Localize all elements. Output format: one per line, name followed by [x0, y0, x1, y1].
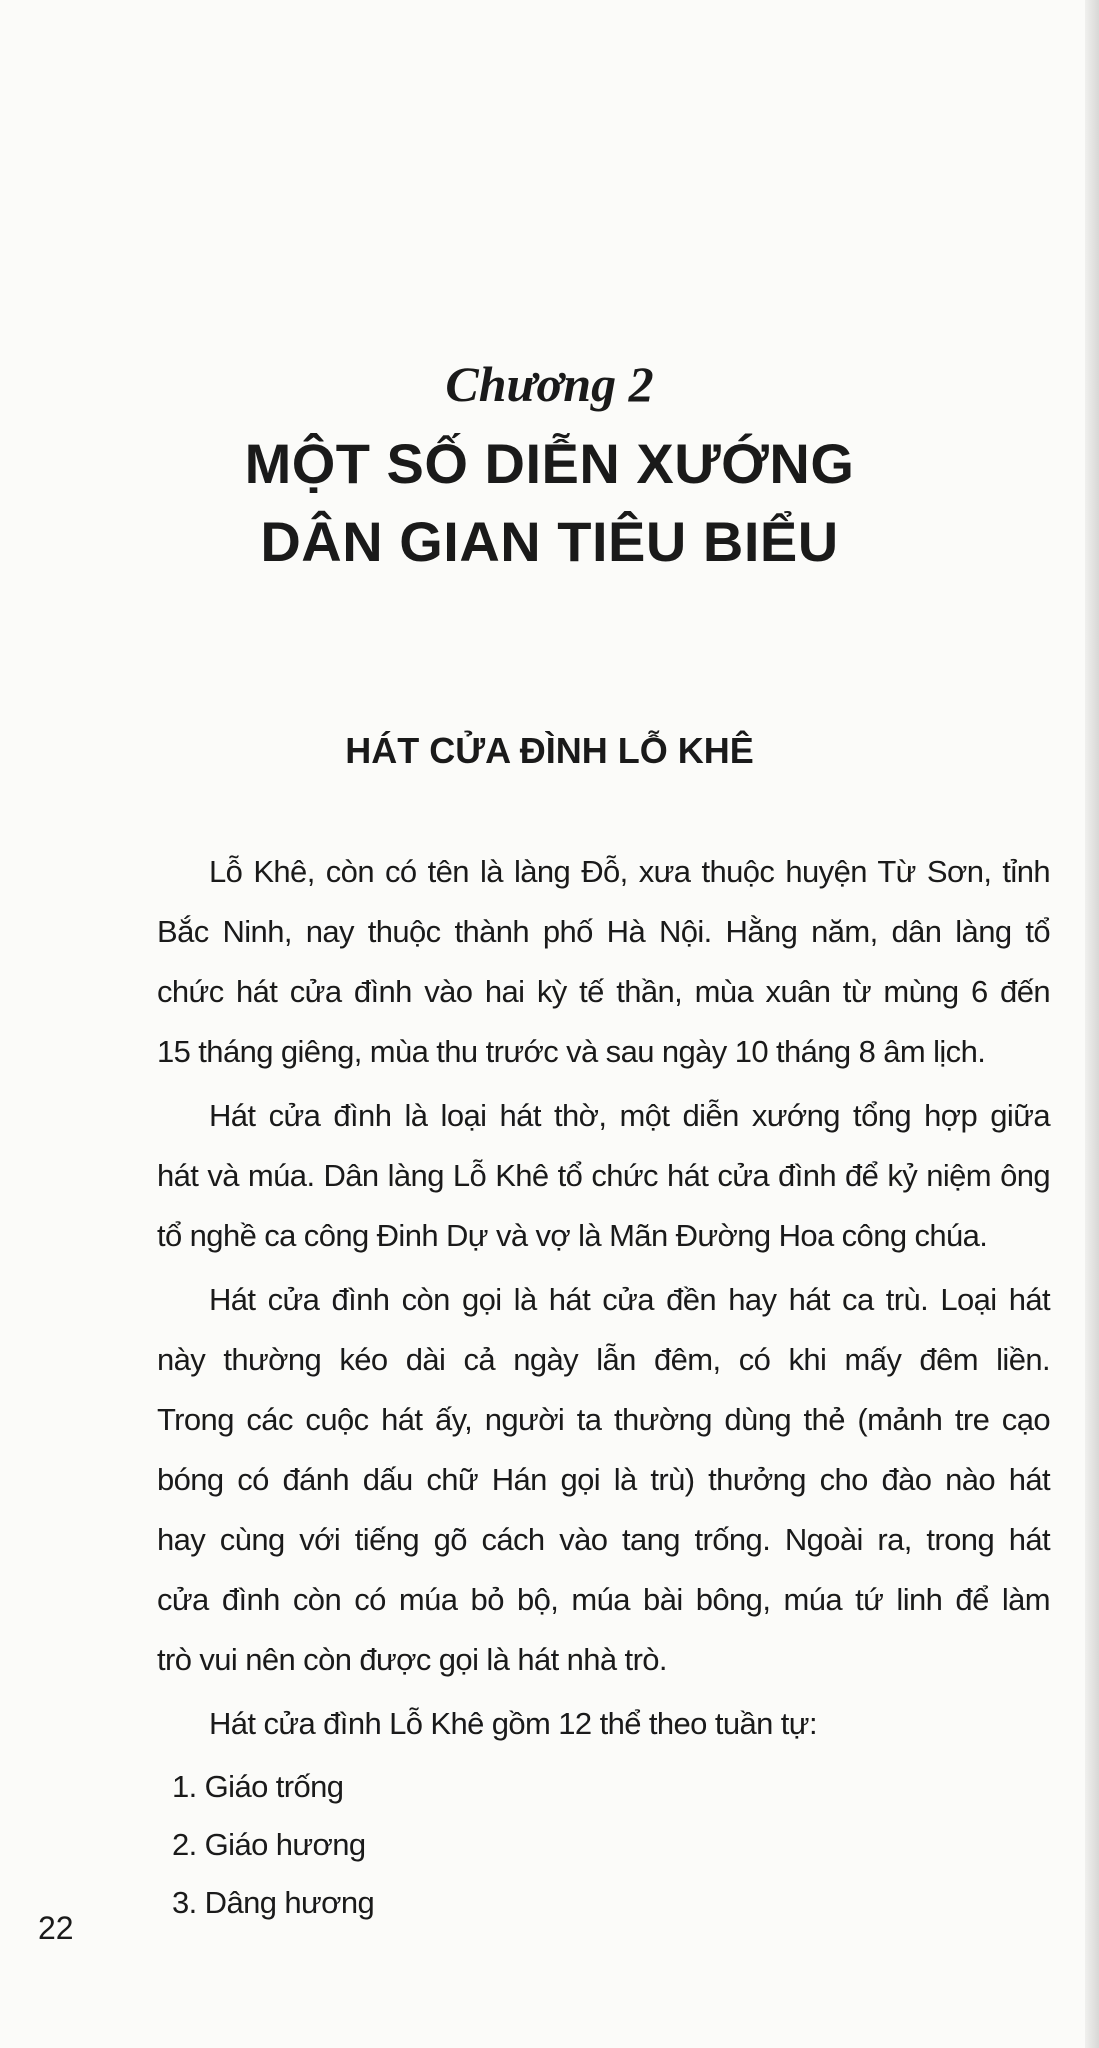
- text-line: Bắc Ninh, nay thuộc thành phố Hà Nội. Hằng năm, dân làng tổ: [157, 914, 1050, 949]
- section-heading: HÁT CỬA ĐÌNH LỖ KHÊ: [345, 730, 754, 771]
- chapter-title-line: MỘT SỐ DIỄN XƯỚNG: [244, 432, 855, 495]
- text-line: 15 tháng giêng, mùa thu trước và sau ngày 10 tháng 8 âm lịch.: [157, 1034, 986, 1069]
- text-line: bóng có đánh dấu chữ Hán gọi là trù) thưởng cho đào nào hát: [157, 1462, 1050, 1497]
- list-item: 1. Giáo trống: [172, 1769, 344, 1804]
- chapter-title-line: DÂN GIAN TIÊU BIỂU: [260, 510, 839, 573]
- text-line: này thường kéo dài cả ngày lẫn đêm, có khi mấy đêm liền.: [157, 1342, 1050, 1377]
- list-item: 2. Giáo hương: [172, 1827, 366, 1862]
- paragraph: [157, 1694, 1050, 1754]
- chapter-heading: Chương 2: [445, 356, 654, 412]
- text-line: Lỗ Khê, còn có tên là làng Đỗ, xưa thuộc huyện Từ Sơn, tỉnh: [209, 854, 1050, 889]
- page-edge-shadow: [1085, 0, 1099, 2048]
- text-line: Trong các cuộc hát ấy, người ta thường dùng thẻ (mảnh tre cạo: [157, 1402, 1050, 1437]
- text-line: hay cùng với tiếng gõ cách vào tang trống. Ngoài ra, trong hát: [157, 1522, 1050, 1557]
- text-line: Hát cửa đình Lỗ Khê gồm 12 thể theo tuần tự:: [209, 1706, 817, 1741]
- body-text: [157, 842, 1050, 1932]
- text-line: Hát cửa đình còn gọi là hát cửa đền hay hát ca trù. Loại hát: [209, 1282, 1050, 1317]
- text-line: trò vui nên còn được gọi là hát nhà trò.: [157, 1642, 667, 1677]
- page-number: 22: [38, 1910, 74, 1946]
- paragraph: [157, 1086, 1050, 1266]
- text-line: Hát cửa đình là loại hát thờ, một diễn xướng tổng hợp giữa: [209, 1098, 1050, 1133]
- list-item: 3. Dâng hương: [172, 1885, 375, 1920]
- paragraph: [157, 842, 1050, 1082]
- text-line: tổ nghề ca công Đinh Dự và vợ là Mãn Đường Hoa công chúa.: [157, 1218, 988, 1253]
- numbered-list: [157, 1758, 1050, 1932]
- chapter-title: [0, 425, 1099, 581]
- text-line: cửa đình còn có múa bỏ bộ, múa bài bông, múa tứ linh để làm: [157, 1582, 1050, 1617]
- text-line: hát và múa. Dân làng Lỗ Khê tổ chức hát cửa đình để kỷ niệm ông: [157, 1158, 1050, 1193]
- text-line: chức hát cửa đình vào hai kỳ tế thần, mùa xuân từ mùng 6 đến: [157, 974, 1050, 1009]
- paragraph: [157, 1270, 1050, 1690]
